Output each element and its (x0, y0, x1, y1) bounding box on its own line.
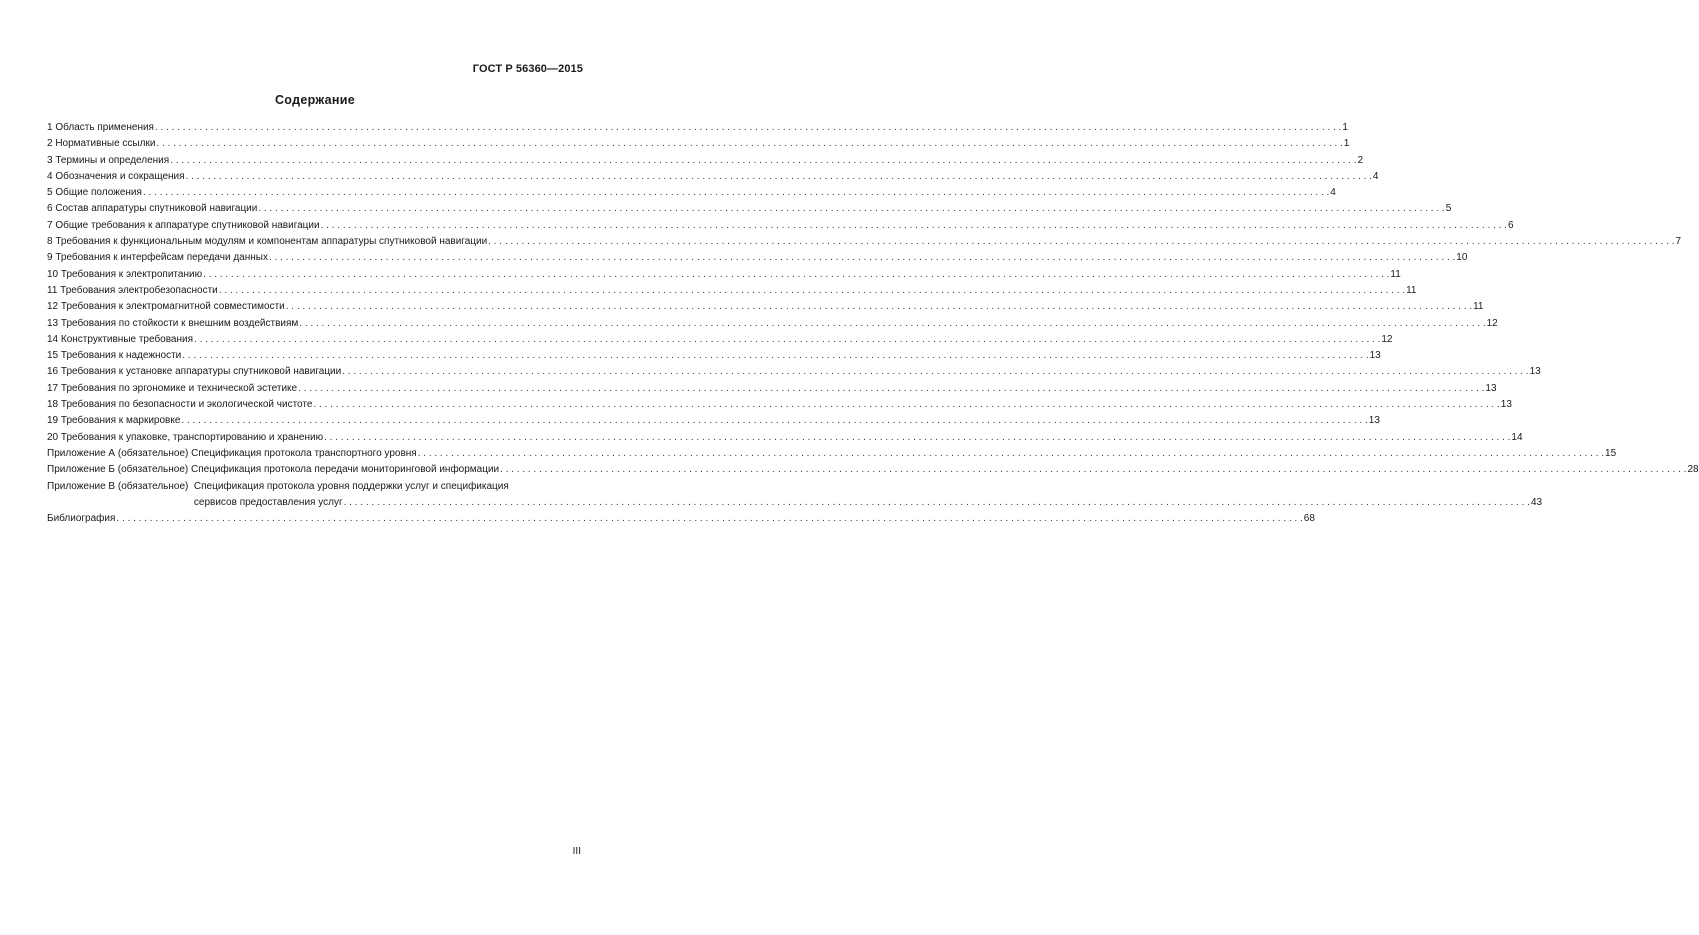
toc-entry[interactable] (47, 413, 1380, 429)
toc-entry-title: 10 Требования к электропитанию (47, 268, 203, 280)
toc-entry-page: 13 (1500, 399, 1512, 411)
dot-leader (298, 381, 1484, 397)
toc-entry-title: Приложение А (обязательное) Спецификация протокола транспортного уровня (47, 447, 417, 459)
toc-entry[interactable] (47, 234, 1682, 250)
dot-leader (186, 169, 1372, 185)
toc-entry[interactable] (47, 316, 1498, 332)
toc-entry[interactable] (47, 267, 1401, 283)
toc-entry-title: 13 Требования по стойкости к внешним воздействиям (47, 317, 299, 329)
toc-entry[interactable] (47, 169, 1379, 185)
toc-entry-title: 6 Состав аппаратуры спутниковой навигации (47, 203, 258, 215)
toc-entry[interactable] (47, 332, 1393, 348)
dot-leader (116, 511, 1302, 527)
dot-leader (194, 332, 1380, 348)
toc-entry[interactable] (47, 446, 1617, 462)
toc-entry[interactable] (47, 397, 1512, 413)
dot-leader (342, 364, 1528, 380)
dot-leader (500, 462, 1686, 478)
toc-entry-page: 11 (1473, 301, 1484, 313)
toc-entry-page: 12 (1381, 333, 1393, 345)
appendix-title-line-1: Спецификация протокола уровня поддержки услуг и спецификация (193, 480, 509, 492)
toc-entry-title: 8 Требования к функциональным модулям и компонентам аппаратуры спутниковой навигации (47, 236, 488, 248)
dot-leader (258, 201, 1444, 217)
document-code: ГОСТ Р 56360—2015 (472, 63, 583, 75)
appendix-label: Приложение В (обязательное) (47, 480, 194, 492)
toc-entry-title: сервисов предоставления услуг (193, 496, 343, 508)
toc-entry-title: 14 Конструктивные требования (47, 333, 194, 345)
toc-entry[interactable] (47, 348, 1381, 364)
toc-entry-page: 1 (1342, 122, 1348, 133)
toc-entry[interactable] (47, 218, 1514, 234)
toc-entry-title: 9 Требования к интерфейсам передачи данных (47, 252, 268, 264)
toc-entry-page: 28 (1687, 464, 1699, 476)
toc-entry-page: 6 (1507, 219, 1514, 231)
toc-entry-page: 13 (1485, 382, 1497, 394)
toc-entry[interactable] (47, 250, 1468, 266)
toc-entry-page: 10 (1456, 252, 1468, 264)
appendix-title-line-2[interactable] (194, 495, 1542, 511)
toc-entry-title: 17 Требования по эргономике и технической эстетике (47, 382, 298, 394)
toc-entry-page: 14 (1511, 431, 1523, 443)
toc-entry-page: 13 (1529, 366, 1541, 378)
toc-entry-page: 11 (1390, 268, 1401, 280)
dot-leader (313, 397, 1499, 413)
toc-entry-title: 1 Область применения (47, 122, 154, 133)
dot-leader (156, 136, 1342, 152)
dot-leader (269, 250, 1455, 266)
dot-leader (170, 153, 1356, 169)
toc-entry[interactable] (47, 364, 1541, 380)
toc-entry-page: 13 (1369, 350, 1381, 362)
dot-leader (321, 218, 1507, 234)
toc-entry-title: 12 Требования к электромагнитной совместимости (47, 301, 285, 313)
toc-entry-page: 68 (1303, 513, 1315, 525)
toc-entry-title: 4 Обозначения и сокращения (47, 170, 185, 182)
toc-entry[interactable] (47, 299, 1484, 315)
dot-leader (344, 495, 1530, 511)
dot-leader (182, 348, 1368, 364)
toc-entry-title: 19 Требования к маркировке (47, 415, 181, 427)
toc-entry-page: 2 (1357, 154, 1364, 166)
toc-entry-page: 5 (1445, 203, 1452, 215)
toc-entry-appendix-v[interactable] (47, 479, 1543, 512)
toc-entry-page: 15 (1605, 447, 1617, 459)
toc-entry[interactable] (47, 430, 1523, 446)
dot-leader (143, 185, 1329, 201)
dot-leader (155, 120, 1341, 136)
toc-entry-page: 43 (1530, 496, 1543, 508)
toc-entry-title: 5 Общие положения (47, 187, 142, 199)
toc-entry-title: Приложение Б (обязательное) Спецификация протокола передачи мониторинговой информации (47, 464, 500, 476)
page-number: III (572, 846, 581, 857)
toc-entry[interactable] (47, 201, 1452, 217)
dot-leader (418, 446, 1604, 462)
dot-leader (181, 413, 1367, 429)
toc-entry-title: 3 Термины и определения (47, 154, 170, 166)
dot-leader (324, 430, 1510, 446)
toc-entry-bibliography[interactable] (47, 511, 1315, 527)
toc-entry-title: 11 Требования электробезопасности (47, 284, 218, 296)
toc-entry-title: 20 Требования к упаковке, транспортированию и хранению (47, 431, 324, 443)
toc-entry[interactable] (47, 136, 1350, 152)
toc-entry[interactable] (47, 462, 1699, 478)
toc-entry-title: 2 Нормативные ссылки (47, 138, 156, 150)
toc-title: Содержание (274, 93, 355, 107)
dot-leader (286, 299, 1472, 315)
toc-entry-page: 4 (1330, 187, 1336, 199)
toc-entry-title: 15 Требования к надежности (47, 350, 182, 362)
toc-entry-page: 7 (1675, 236, 1682, 248)
toc-entry[interactable] (47, 120, 1348, 136)
table-of-contents (47, 120, 1699, 527)
toc-entry-page: 1 (1343, 138, 1350, 150)
dot-leader (299, 316, 1485, 332)
toc-entry-title: 18 Требования по безопасности и экологической чистоте (47, 399, 313, 411)
toc-entry-title: 16 Требования к установке аппаратуры спутниковой навигации (47, 366, 342, 378)
toc-entry[interactable] (47, 283, 1417, 299)
toc-entry-page: 13 (1368, 415, 1380, 427)
dot-leader (203, 267, 1389, 283)
toc-entry-page: 11 (1406, 284, 1417, 296)
toc-entry-page: 12 (1486, 317, 1498, 329)
toc-entry-page: 4 (1372, 170, 1379, 182)
toc-entry[interactable] (47, 185, 1336, 201)
toc-entry[interactable] (47, 381, 1497, 397)
toc-entry-title: 7 Общие требования к аппаратуре спутниковой навигации (47, 219, 320, 231)
dot-leader (488, 234, 1674, 250)
toc-entry-title: Библиография (47, 513, 116, 525)
toc-entry[interactable] (47, 153, 1364, 169)
dot-leader (219, 283, 1405, 299)
